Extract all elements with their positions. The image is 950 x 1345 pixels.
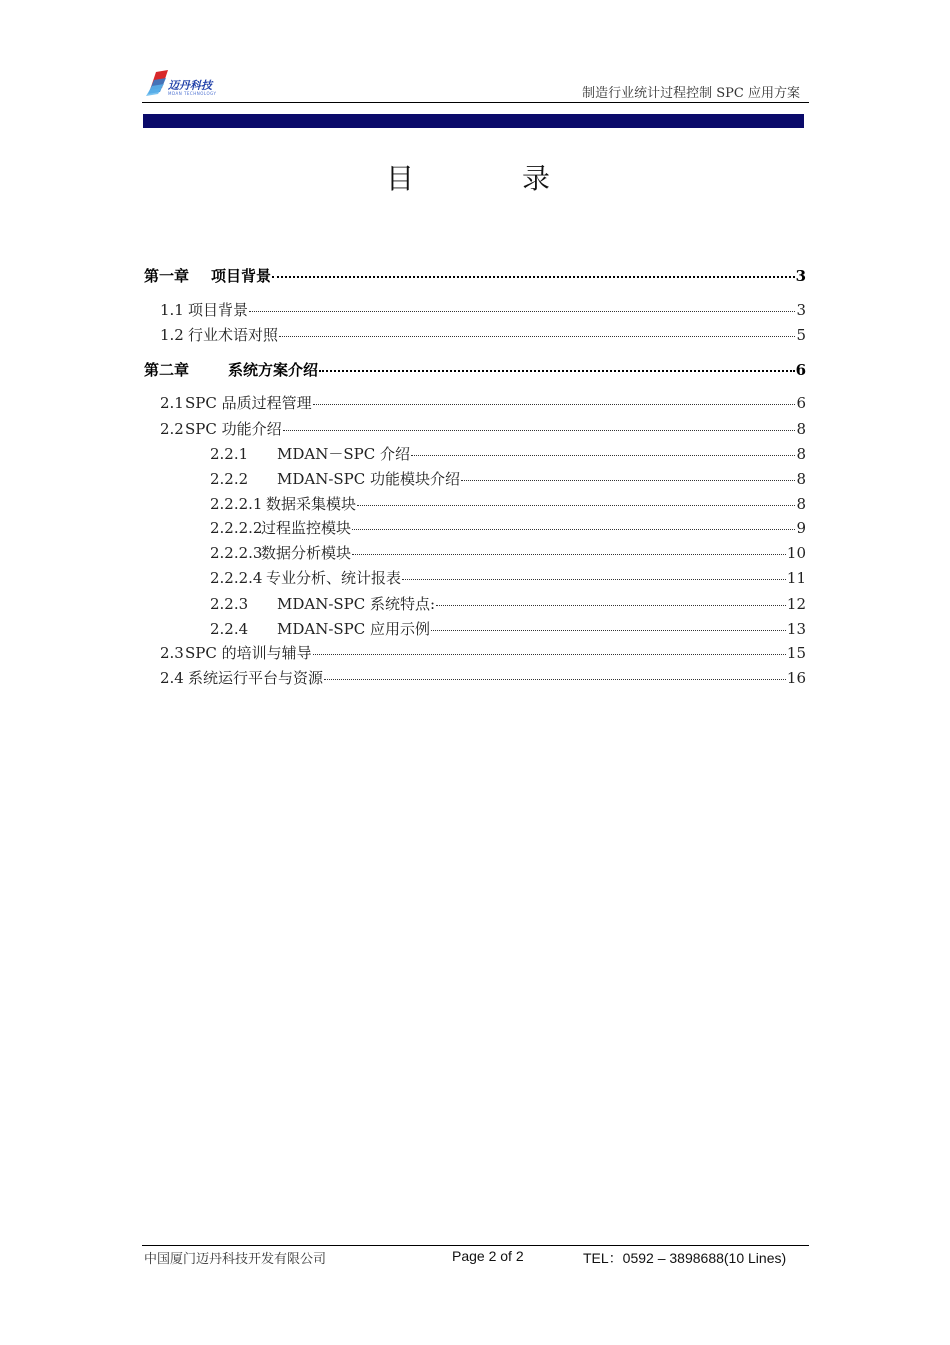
toc-entry-page: 12	[786, 595, 806, 613]
footer-page-info: Page 2 of 2	[452, 1248, 524, 1264]
toc-entry-page: 8	[796, 470, 806, 488]
toc-entry-title: 项目背景	[188, 301, 249, 319]
toc-entry-2-2-2-4[interactable]	[210, 567, 806, 588]
toc-leader-dots	[249, 296, 795, 312]
toc-leader-dots	[283, 415, 796, 431]
toc-leader-dots	[324, 664, 786, 680]
header-divider	[142, 102, 809, 103]
toc-entry-number: 2.2.2.1	[210, 495, 263, 513]
toc-entry-title: MDAN－SPC 介绍	[277, 445, 410, 463]
logo-subtext: MDAN TECHNOLOGY	[168, 91, 217, 96]
footer-divider	[142, 1245, 809, 1246]
company-logo	[146, 68, 226, 98]
toc-leader-dots	[313, 389, 796, 405]
toc-entry-2-2-2[interactable]	[210, 468, 806, 489]
toc-entry-title: 数据分析模块	[261, 544, 352, 562]
footer-tel: TEL：0592 – 3898688(10 Lines)	[583, 1250, 787, 1266]
logo-text: 迈丹科技	[168, 79, 212, 92]
toc-leader-dots	[279, 321, 795, 337]
toc-entry-page: 8	[796, 445, 806, 463]
toc-entry-2-2-4[interactable]	[210, 618, 806, 639]
toc-entry-2-2-2-2[interactable]	[210, 517, 806, 538]
toc-leader-dots	[313, 639, 786, 655]
toc-entry-page: 15	[786, 644, 806, 662]
toc-entry-2-3[interactable]	[160, 642, 806, 663]
toc-entry-2-2-1[interactable]	[210, 443, 806, 464]
toc-entry-number: 2.1	[160, 394, 184, 412]
toc-entry-number: 2.2.2.3	[210, 544, 263, 562]
toc-leader-dots	[461, 465, 795, 481]
toc-leader-dots	[352, 514, 795, 530]
toc-leader-dots	[272, 261, 795, 278]
toc-entry-2-2[interactable]	[160, 418, 806, 439]
toc-entry-page: 5	[796, 326, 806, 344]
toc-entry-number: 2.2	[160, 420, 184, 438]
toc-entry-title: 项目背景	[211, 267, 272, 285]
toc-entry-number: 2.2.2.2	[210, 519, 263, 537]
toc-entry-title: MDAN-SPC 应用示例	[277, 620, 431, 638]
toc-leader-dots	[402, 564, 786, 580]
toc-entry-page: 8	[796, 495, 806, 513]
toc-entry-title: SPC 品质过程管理	[185, 394, 312, 412]
toc-entry-2-1[interactable]	[160, 392, 806, 413]
toc-entry-title: 系统方案介绍	[228, 361, 319, 379]
toc-entry-title: MDAN-SPC 系统特点:	[277, 595, 436, 613]
toc-entry-number: 第二章	[144, 361, 190, 379]
toc-entry-page: 8	[796, 420, 806, 438]
toc-entry-chapter-1[interactable]	[144, 264, 806, 286]
toc-leader-dots	[411, 440, 795, 456]
header-title: 制造行业统计过程控制 SPC 应用方案	[582, 86, 800, 101]
toc-entry-1-2[interactable]	[160, 324, 806, 345]
toc-entry-page: 16	[786, 669, 806, 687]
toc-entry-title: SPC 的培训与辅导	[185, 644, 312, 662]
toc-entry-title: SPC 功能介绍	[185, 420, 282, 438]
toc-entry-page: 6	[796, 394, 806, 412]
toc-entry-title: 专业分析、统计报表	[266, 569, 402, 587]
toc-entry-page: 11	[786, 569, 806, 587]
toc-title-left: 目	[386, 162, 415, 195]
footer-company: 中国厦门迈丹科技开发有限公司	[144, 1252, 327, 1267]
toc-entry-page: 3	[795, 267, 806, 285]
toc-entry-1-1[interactable]	[160, 299, 806, 320]
toc-entry-number: 2.4	[160, 669, 184, 687]
toc-entry-number: 1.1	[160, 301, 184, 319]
toc-entry-number: 2.2.3	[210, 595, 249, 613]
toc-entry-number: 第一章	[144, 267, 190, 285]
toc-entry-2-2-3[interactable]	[210, 593, 806, 614]
toc-leader-dots	[436, 590, 786, 606]
toc-entry-title: 数据采集模块	[266, 495, 357, 513]
toc-title-right: 录	[522, 162, 551, 195]
toc-entry-title: 行业术语对照	[188, 326, 279, 344]
header-band	[143, 114, 804, 128]
toc-entry-number: 2.3	[160, 644, 184, 662]
toc-entry-number: 2.2.2.4	[210, 569, 263, 587]
toc-entry-2-2-2-3[interactable]	[210, 542, 806, 563]
toc-entry-page: 13	[786, 620, 806, 638]
toc-entry-chapter-2[interactable]	[144, 358, 806, 380]
toc-leader-dots	[352, 539, 786, 555]
toc-entry-number: 2.2.1	[210, 445, 249, 463]
toc-entry-page: 10	[786, 544, 806, 562]
toc-entry-title: 过程监控模块	[261, 519, 352, 537]
toc-entry-title: MDAN-SPC 功能模块介绍	[277, 470, 461, 488]
toc-entry-2-4[interactable]	[160, 667, 806, 688]
toc-entry-page: 3	[796, 301, 806, 319]
toc-leader-dots	[431, 615, 786, 631]
toc-title	[386, 157, 550, 197]
toc-entry-number: 2.2.4	[210, 620, 249, 638]
toc-entry-title: 系统运行平台与资源	[188, 669, 324, 687]
toc-leader-dots	[319, 355, 795, 372]
toc-entry-page: 6	[795, 361, 806, 379]
toc-leader-dots	[357, 490, 795, 506]
toc-entry-2-2-2-1[interactable]	[210, 493, 806, 514]
toc-entry-page: 9	[796, 519, 806, 537]
toc-entry-number: 2.2.2	[210, 470, 249, 488]
logo-flag-icon	[146, 68, 170, 96]
toc-entry-number: 1.2	[160, 326, 184, 344]
